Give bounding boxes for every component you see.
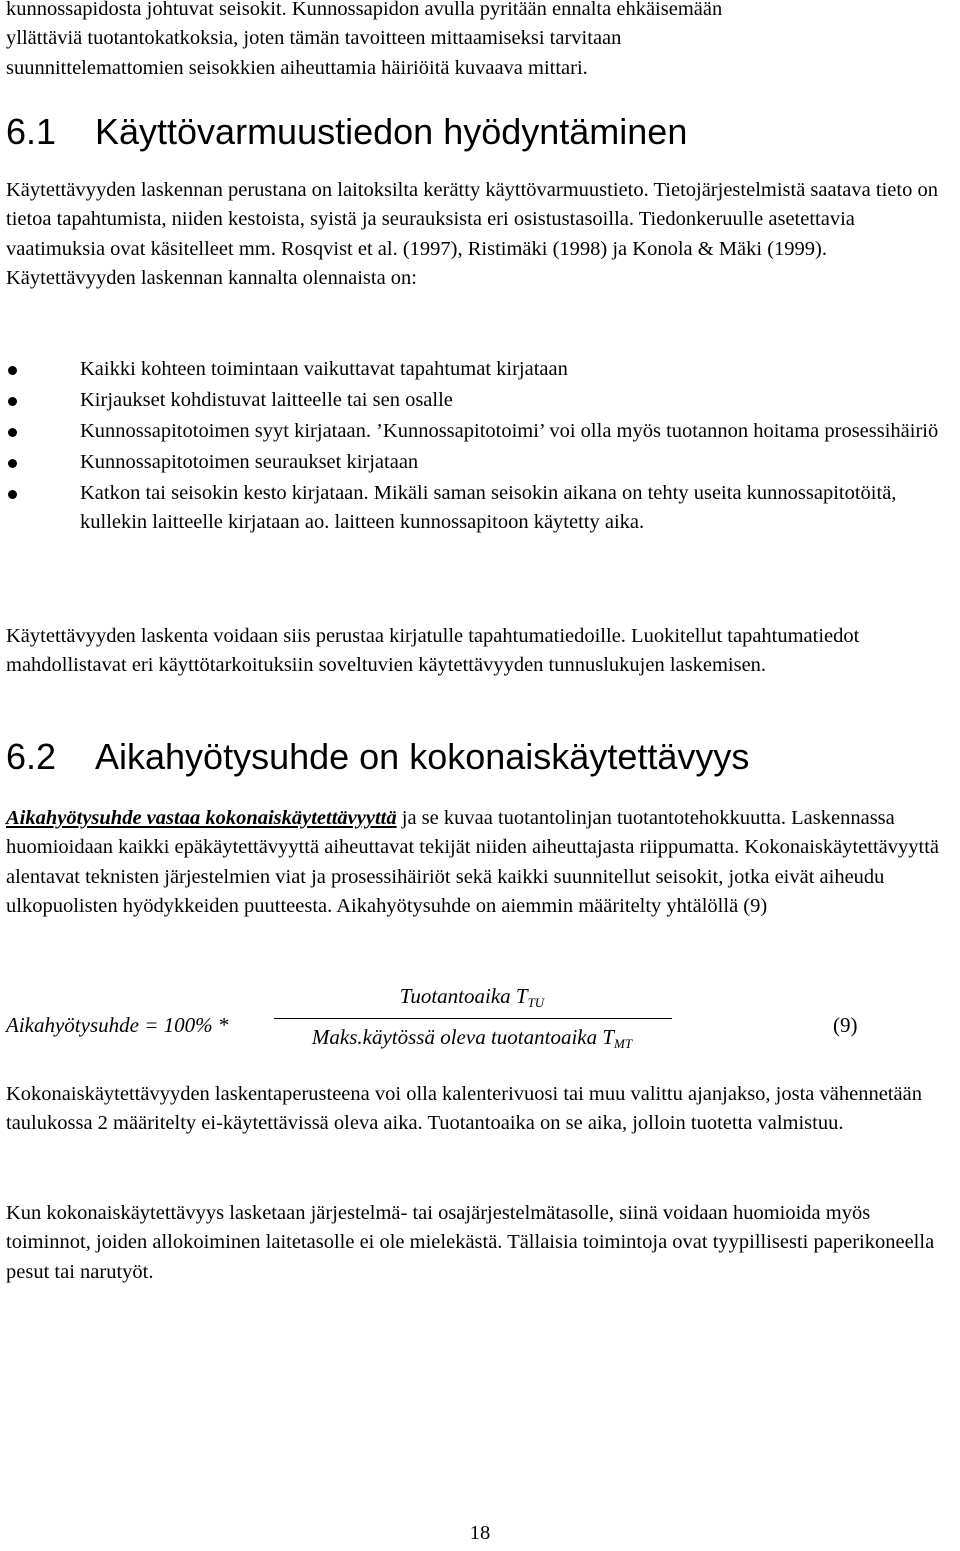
list-item [6,386,954,415]
requirements-list [6,355,954,539]
list-item [6,355,954,384]
equation-number: (9) [833,1013,858,1037]
bullet-icon [8,490,17,499]
denominator-subscript: MT [614,1036,633,1051]
body-paragraph [6,804,954,922]
section-6-2-paragraph-2 [6,1080,954,1139]
list-item [6,479,954,538]
intro-line: kunnossapidosta johtuvat seisokit. Kunnossapidon avulla pyritään ennalta ehkäisemään [6,0,723,20]
list-item-text: Kunnossapitotoimen seuraukset kirjataan [80,450,419,473]
section-number: 6.2 [6,736,57,777]
page-number: 18 [469,1522,491,1544]
section-title: Aikahyötysuhde on kokonaiskäytettävyys [95,736,750,777]
section-heading-6-1 [6,112,954,152]
intro-line: suunnittelemattomien seisokkien aiheuttamia häiriöitä kuvaava mittari. [6,56,588,79]
bullet-icon [8,397,17,406]
body-paragraph: Kokonaiskäytettävyyden laskentaperusteena voi olla kalenterivuosi tai muu valittu ajanjakso, josta vähennetään taulukossa 2 määritelty ei-käytettävissä oleva aika. Tuotantoaika on se aika, jolloin tuotetta valmistuu. [6,1083,922,1135]
section-6-2-paragraph-3 [6,1199,954,1287]
section-heading-6-2 [6,737,954,777]
bullet-icon [8,366,17,375]
body-paragraph: Käytettävyyden laskenta voidaan siis perustaa kirjatulle tapahtumatiedoille. Luokitellut tapahtumatiedot mahdollistavat eri käyttötarkoituksiin soveltuvien käytettävyyden tunnuslukujen laskemisen. [6,625,860,677]
fraction-bar [274,1018,672,1019]
list-item-text: Katkon tai seisokin kesto kirjataan. Mikäli saman seisokin aikana on tehty useita kunnossapitotöitä, kullekin laitteelle kirjataan ao. laitteen kunnossapitoon käytetty aika. [80,481,897,534]
numerator-text: Tuotantoaika T [399,984,528,1008]
bullet-icon [8,459,17,468]
intro-paragraph [6,0,954,83]
section-6-1-closing-paragraph [6,622,954,681]
equation-numerator [272,984,672,1011]
emphasized-term: Aikahyötysuhde vastaa kokonaiskäytettävyyttä [6,807,397,829]
equation-lhs: Aikahyötysuhde = 100% * [6,1013,229,1037]
section-number: 6.1 [6,111,57,152]
equation-denominator [272,1025,672,1052]
section-6-2-paragraph-1 [6,804,954,922]
paragraph-text: ja se kuvaa tuotantolinjan tuotantotehokkuutta. Laskennassa huomioidaan kaikki epäkäytettävyyttä aiheuttavat tekijät niiden aiheuttajasta riippumatta. Kokonaiskäytettävyyttä alentavat teknisten järjestelmien viat ja prosessihäiriöt sekä kaikki suunnitellut seisokit, jotka eivät aiheudu ulkopuolisten hyödykkeiden puutteesta. Aikahyötysuhde on aiemmin määritelty yhtälöllä (9) [6,807,940,918]
body-paragraph: Kun kokonaiskäytettävyys lasketaan järjestelmä- tai osajärjestelmätasolle, siinä voidaan huomioida myös toiminnot, joiden allokoiminen laitetasolle ei ole mielekästä. Tällaisia toimintoja ovat tyypillisesti paperikoneella pesut tai narutyöt. [6,1202,935,1283]
denominator-text: Maks.käytössä oleva tuotantoaika T [311,1025,615,1049]
list-item [6,448,954,477]
list-item [6,417,954,446]
list-item-text: Kunnossapitotoimen syyt kirjataan. ’Kunnossapitotoimi’ voi olla myös tuotannon hoitama prosessihäiriö [80,419,939,442]
section-6-1-paragraph [6,176,954,294]
list-item-text: Kirjaukset kohdistuvat laitteelle tai sen osalle [80,388,453,411]
section-title: Käyttövarmuustiedon hyödyntäminen [95,111,688,152]
bullet-icon [8,428,17,437]
numerator-subscript: TU [527,995,545,1010]
body-paragraph: Käytettävyyden laskennan perustana on laitoksilta kerätty käyttövarmuustieto. Tietojärjestelmistä saatava tieto on tietoa tapahtumista, niiden kestoista, syistä ja seurauksista eri osistustasoilla. Tiedonkeruulle asetettavia vaatimuksia ovat käsitelleet mm. Rosqvist et al. (1997), Ristimäki (1998) ja Konola & Mäki (1999). Käytettävyyden laskennan kannalta olennaista on: [6,179,938,290]
list-item-text: Kaikki kohteen toimintaan vaikuttavat tapahtumat kirjataan [80,358,568,380]
equation-9 [6,984,954,1054]
intro-line: yllättäviä tuotantokatkoksia, joten tämän tavoitteen mittaamiseksi tarvitaan [6,27,622,50]
